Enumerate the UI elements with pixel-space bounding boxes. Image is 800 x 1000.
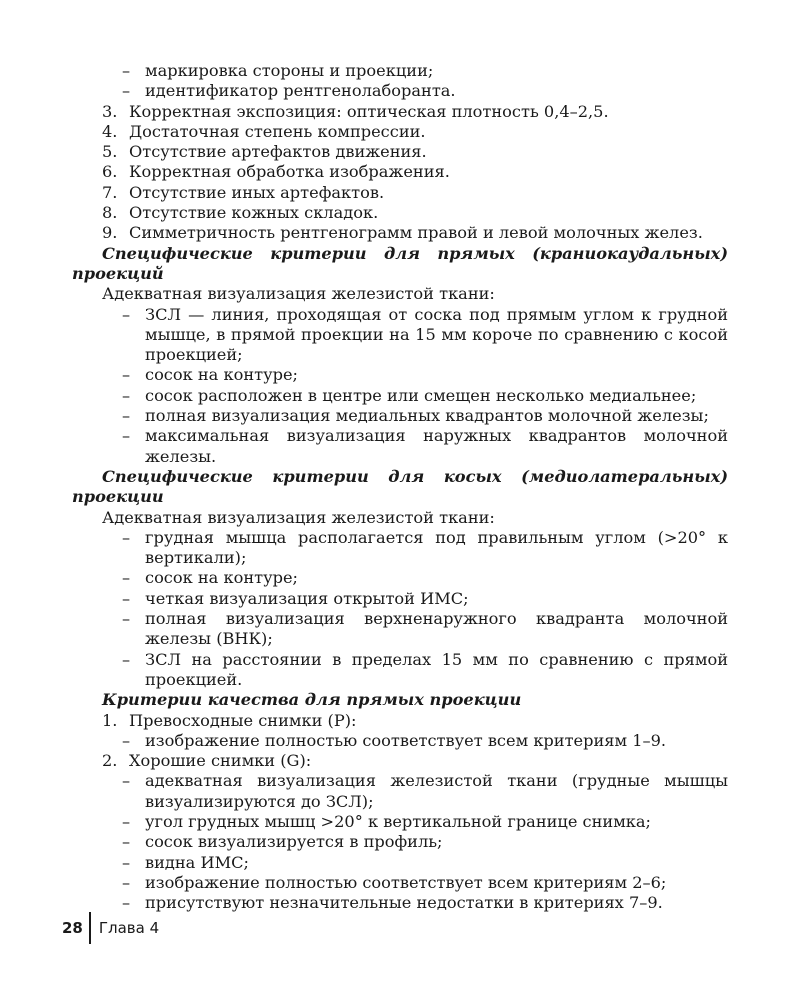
list-item [72, 853, 728, 873]
item-text: Симметричность рентгенограмм правой и левой молочных желез. [129, 223, 703, 243]
list-item [72, 386, 728, 406]
list-item [72, 609, 728, 650]
item-number: 4. [102, 121, 118, 141]
numbered-item [72, 102, 728, 122]
section-heading: Специфические критерии для косых (медиолатеральных) проекции [72, 466, 728, 507]
item-number: 6. [102, 162, 118, 182]
numbered-item [72, 751, 728, 771]
list-item-text: сосок на контуре; [145, 365, 298, 385]
page-footer [62, 912, 159, 944]
list-item-text: максимальная визуализация наружных квадрантов молочной железы. [145, 426, 728, 466]
dash-mark: – [122, 649, 131, 669]
list-item [72, 61, 728, 81]
list-item-text: сосок визуализируется в профиль; [145, 832, 443, 852]
dash-mark: – [122, 304, 131, 324]
dash-mark: – [122, 893, 131, 913]
list-item-text: угол грудных мышц >20° к вертикальной границе снимка; [145, 811, 652, 831]
list-item-text: грудная мышца располагается под правильным углом (>20° к вертикали); [145, 527, 728, 568]
numbered-item [72, 223, 728, 243]
dash-mark: – [122, 365, 131, 385]
list-item [72, 365, 728, 385]
list-item-text: сосок расположен в центре или смещен несколько медиальнее; [145, 385, 697, 405]
dash-mark: – [122, 588, 131, 608]
numbered-item [72, 122, 728, 142]
dash-mark: – [122, 872, 131, 892]
item-number: 8. [102, 203, 118, 223]
item-number: 5. [102, 142, 118, 162]
item-text: Отсутствие артефактов движения. [129, 142, 427, 162]
list-item [72, 426, 728, 467]
dash-mark: – [122, 832, 131, 852]
item-number: 9. [102, 223, 118, 243]
dash-mark: – [122, 852, 131, 872]
numbered-item [72, 711, 728, 731]
document-body [72, 61, 728, 913]
item-text: Корректная обработка изображения. [129, 162, 450, 182]
item-text: Отсутствие кожных складок. [129, 203, 379, 223]
dash-mark: – [122, 385, 131, 405]
footer-divider [89, 912, 91, 944]
section-heading: Критерии качества для прямых проекции [102, 690, 522, 710]
dash-mark: – [122, 609, 131, 629]
list-item [72, 771, 728, 812]
item-number: 2. [102, 751, 118, 771]
list-item-text: полная визуализация медиальных квадрантов молочной железы; [145, 406, 709, 426]
section-heading: Специфические критерии для прямых (краниокаудальных) проекций [72, 243, 728, 283]
list-item [72, 873, 728, 893]
dash-mark: – [122, 811, 131, 831]
item-text: Достаточная степень компрессии. [129, 121, 426, 141]
dash-mark: – [122, 406, 131, 426]
item-text: Отсутствие иных артефактов. [129, 182, 385, 202]
list-item [72, 81, 728, 101]
list-item [72, 893, 728, 913]
list-item-text: ЗСЛ — линия, проходящая от соска под прямым углом к грудной мышце, в прямой проекции на 15 мм короче по сравнению с косой проекцией; [145, 304, 728, 365]
dash-mark: – [122, 426, 131, 446]
dash-mark: – [122, 568, 131, 588]
list-item [72, 731, 728, 751]
numbered-item [72, 203, 728, 223]
dash-mark: – [122, 527, 131, 547]
page-number: 28 [62, 919, 83, 937]
list-item-text: изображение полностью соответствует всем критериям 1–9. [145, 730, 667, 750]
numbered-item [72, 183, 728, 203]
chapter-label: Глава 4 [98, 919, 160, 937]
list-item [72, 528, 728, 569]
numbered-item [72, 162, 728, 182]
list-item-text: четкая визуализация открытой ИМС; [145, 588, 469, 608]
item-number: 3. [102, 101, 118, 121]
list-item [72, 568, 728, 588]
paragraph: Адекватная визуализация железистой ткани: [102, 284, 495, 304]
list-item-text: сосок на контуре; [145, 568, 298, 588]
list-item-text: изображение полностью соответствует всем критериям 2–6; [145, 872, 667, 892]
dash-mark: – [122, 730, 131, 750]
dash-mark: – [122, 81, 131, 101]
list-item-text: ЗСЛ на расстоянии в пределах 15 мм по сравнению с прямой проекцией. [145, 649, 728, 689]
list-item-text: присутствуют незначительные недостатки в критериях 7–9. [145, 893, 663, 913]
list-item [72, 650, 728, 691]
list-item-text: идентификатор рентгенолаборанта. [145, 81, 456, 101]
list-item [72, 305, 728, 366]
paragraph: Адекватная визуализация железистой ткани: [102, 507, 495, 527]
item-text: Превосходные снимки (P): [129, 710, 357, 730]
numbered-item [72, 142, 728, 162]
item-text: Корректная экспозиция: оптическая плотность 0,4–2,5. [129, 101, 609, 121]
list-item [72, 832, 728, 852]
item-number: 1. [102, 710, 118, 730]
item-text: Хорошие снимки (G): [129, 751, 312, 771]
list-item-text: полная визуализация верхненаружного квадранта молочной железы (ВНК); [145, 609, 728, 649]
list-item-text: видна ИМС; [145, 852, 249, 872]
list-item [72, 589, 728, 609]
dash-mark: – [122, 771, 131, 791]
list-item-text: адекватная визуализация железистой ткани (грудные мышцы визуализируются до ЗСЛ); [145, 771, 728, 811]
dash-mark: – [122, 61, 131, 80]
list-item [72, 406, 728, 426]
list-item [72, 812, 728, 832]
item-number: 7. [102, 182, 118, 202]
list-item-text: маркировка стороны и проекции; [145, 61, 434, 80]
